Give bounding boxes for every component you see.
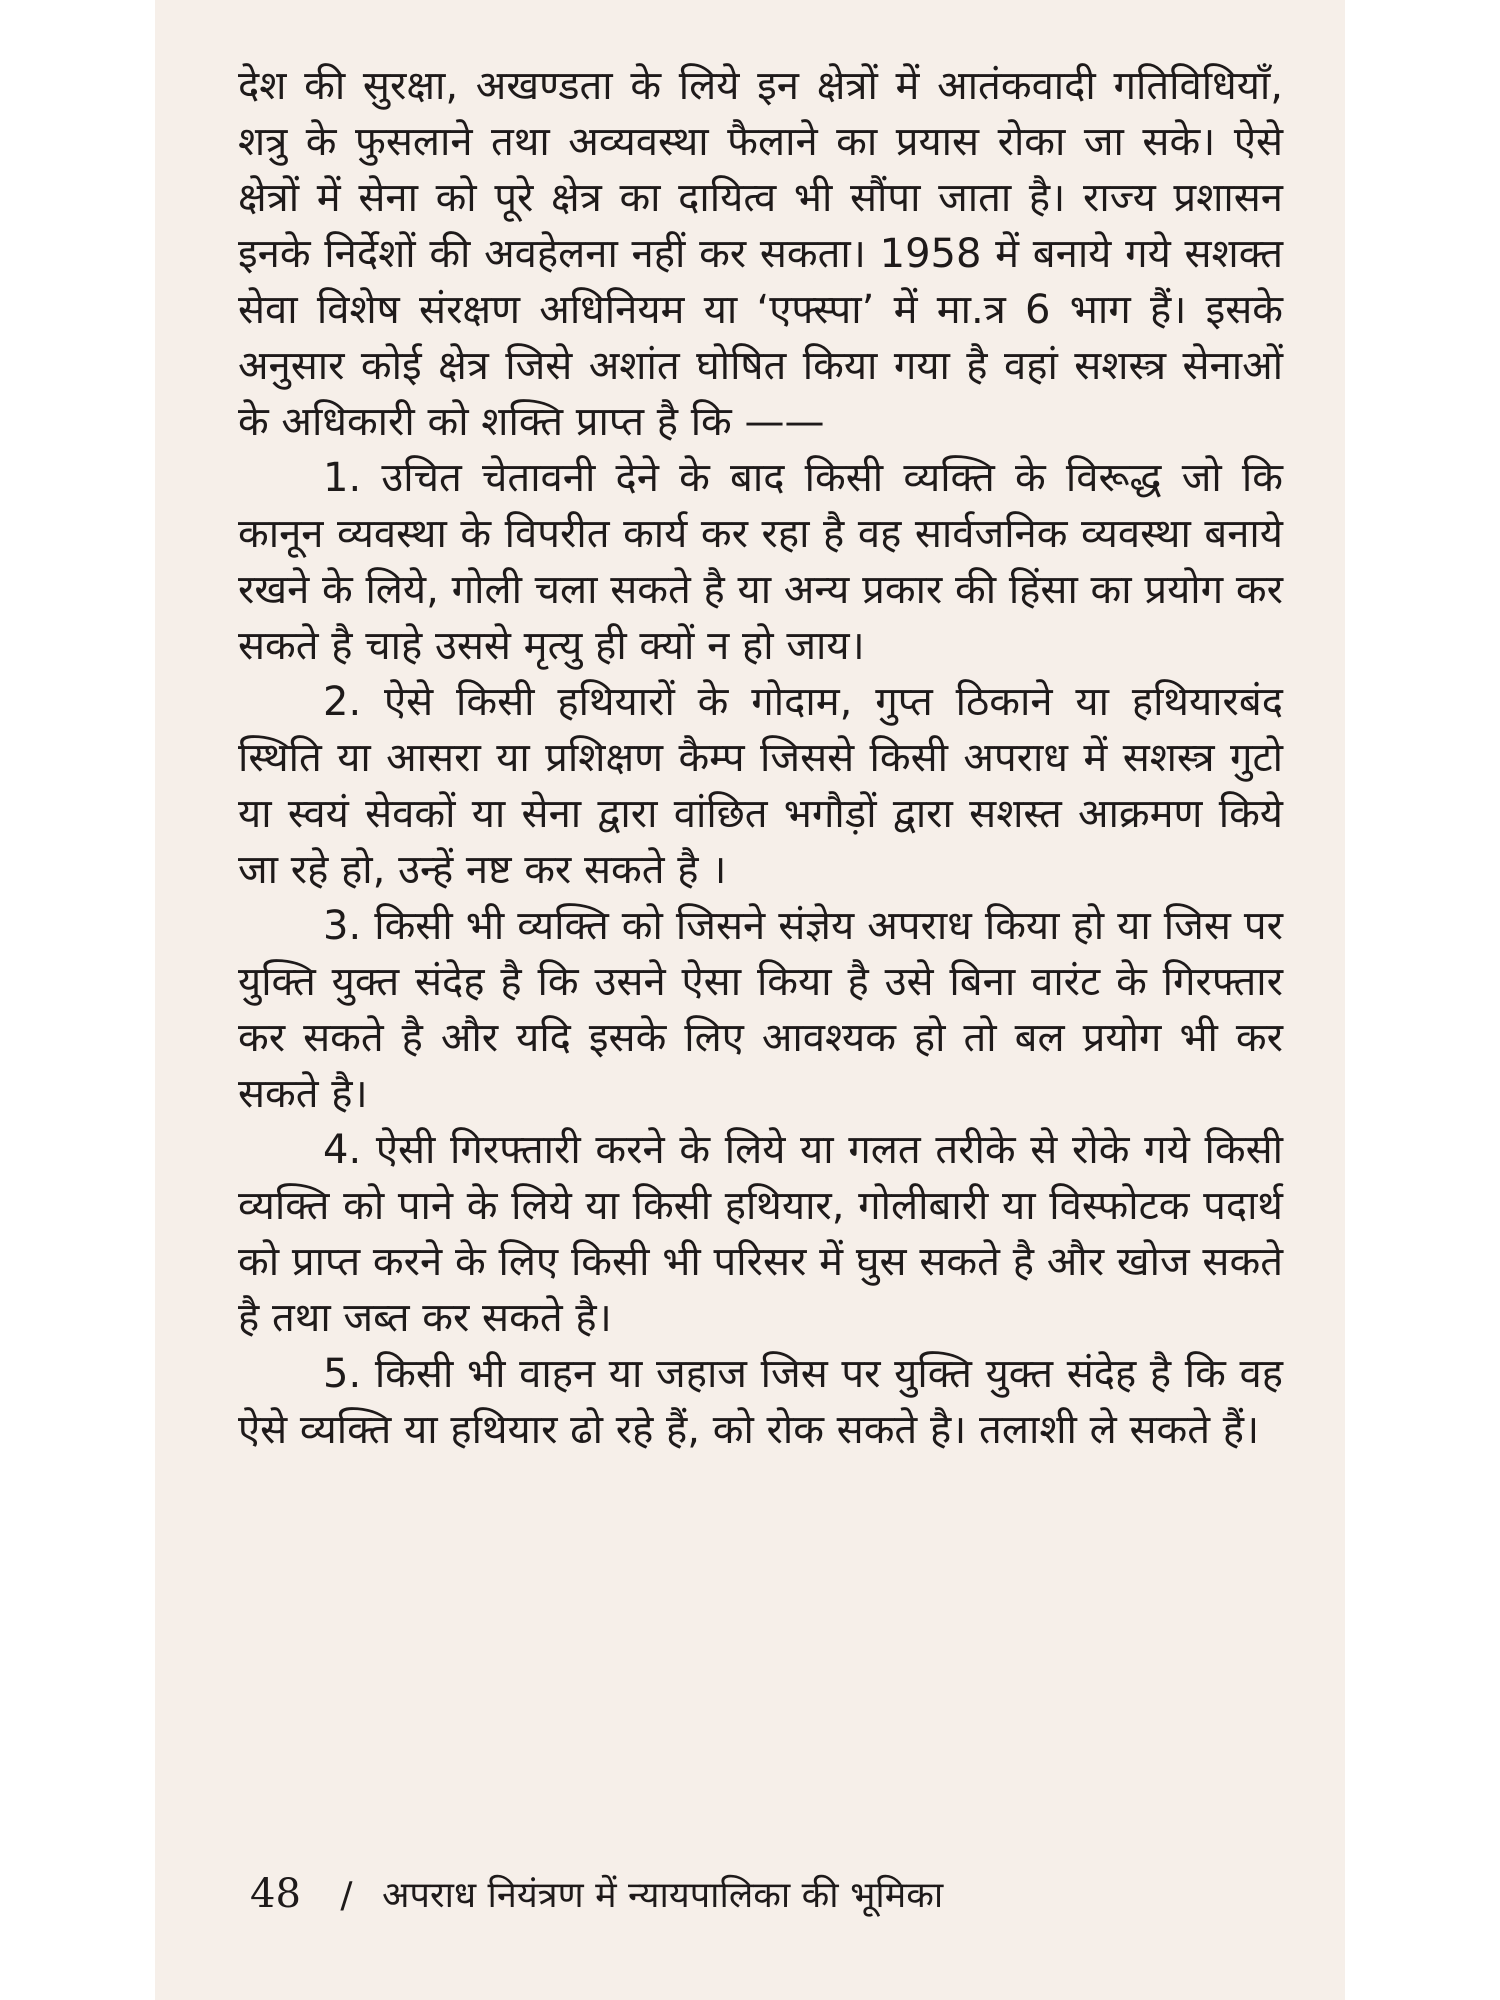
list-item: 5. किसी भी वाहन या जहाज जिस पर युक्ति युक्त संदेह है कि वह ऐसे व्यक्ति या हथियार ढो रहे हैं, को रोक सकते है। तलाशी ले सकते हैं। <box>238 1351 1283 1453</box>
list-item: 1. उचित चेतावनी देने के बाद किसी व्यक्ति के विरूद्ध जो कि कानून व्यवस्था के विपरीत कार्य कर रहा है वह सार्वजनिक व्यवस्था बनाये रखने के लिये, गोली चला सकते है या अन्य प्रकार की हिंसा का प्रयोग कर सकते है चाहे उससे मृत्यु ही क्यों न हो जाय। <box>238 455 1283 669</box>
page-footer <box>250 1866 1290 1922</box>
page-body <box>238 58 1283 1458</box>
page-number: 48 <box>250 1871 301 1917</box>
list-item: 3. किसी भी व्यक्ति को जिसने संज्ञेय अपराध किया हो या जिस पर युक्ति युक्त संदेह है कि उसने ऐसा किया है उसे बिना वारंट के गिरफ्तार कर सकते है और यदि इसके लिए आवश्यक हो तो बल प्रयोग भी कर सकते है। <box>238 903 1283 1117</box>
list-item: 2. ऐसे किसी हथियारों के गोदाम, गुप्त ठिकाने या हथियारबंद स्थिति या आसरा या प्रशिक्षण कैम्प जिससे किसी अपराध में सशस्त्र गुटो या स्वयं सेवकों या सेना द्वारा वांछित भगौड़ों द्वारा सशस्त आक्रमण किये जा रहे हो, उन्हें नष्ट कर सकते है । <box>238 679 1283 893</box>
intro-paragraph: देश की सुरक्षा, अखण्डता के लिये इन क्षेत्रों में आतंकवादी गतिविधियाँ, शत्रु के फुसलाने तथा अव्यवस्था फैलाने का प्रयास रोका जा सके। ऐसे क्षेत्रों में सेना को पूरे क्षेत्र का दायित्व भी सौंपा जाता है। राज्य प्रशासन इनके निर्देशों की अवहेलना नहीं कर सकता। 1958 में बनाये गये सशक्त सेवा विशेष संरक्षण अधिनियम या ‘एफ्स्पा’ में मा.त्र 6 भाग हैं। इसके अनुसार कोई क्षेत्र जिसे अशांत घोषित किया गया है वहां सशस्त्र सेनाओं के अधिकारी को शक्ति प्राप्त है कि —— <box>238 63 1283 445</box>
book-title: अपराध नियंत्रण में न्यायपालिका की भूमिका <box>381 1875 944 1916</box>
list-item: 4. ऐसी गिरफ्तारी करने के लिये या गलत तरीके से रोके गये किसी व्यक्ति को पाने के लिये या किसी हथियार, गोलीबारी या विस्फोटक पदार्थ को प्राप्त करने के लिए किसी भी परिसर में घुस सकते है और खोज सकते है तथा जब्त कर सकते है। <box>238 1127 1283 1341</box>
book-page <box>155 0 1345 2000</box>
footer-separator: / <box>340 1875 353 1916</box>
